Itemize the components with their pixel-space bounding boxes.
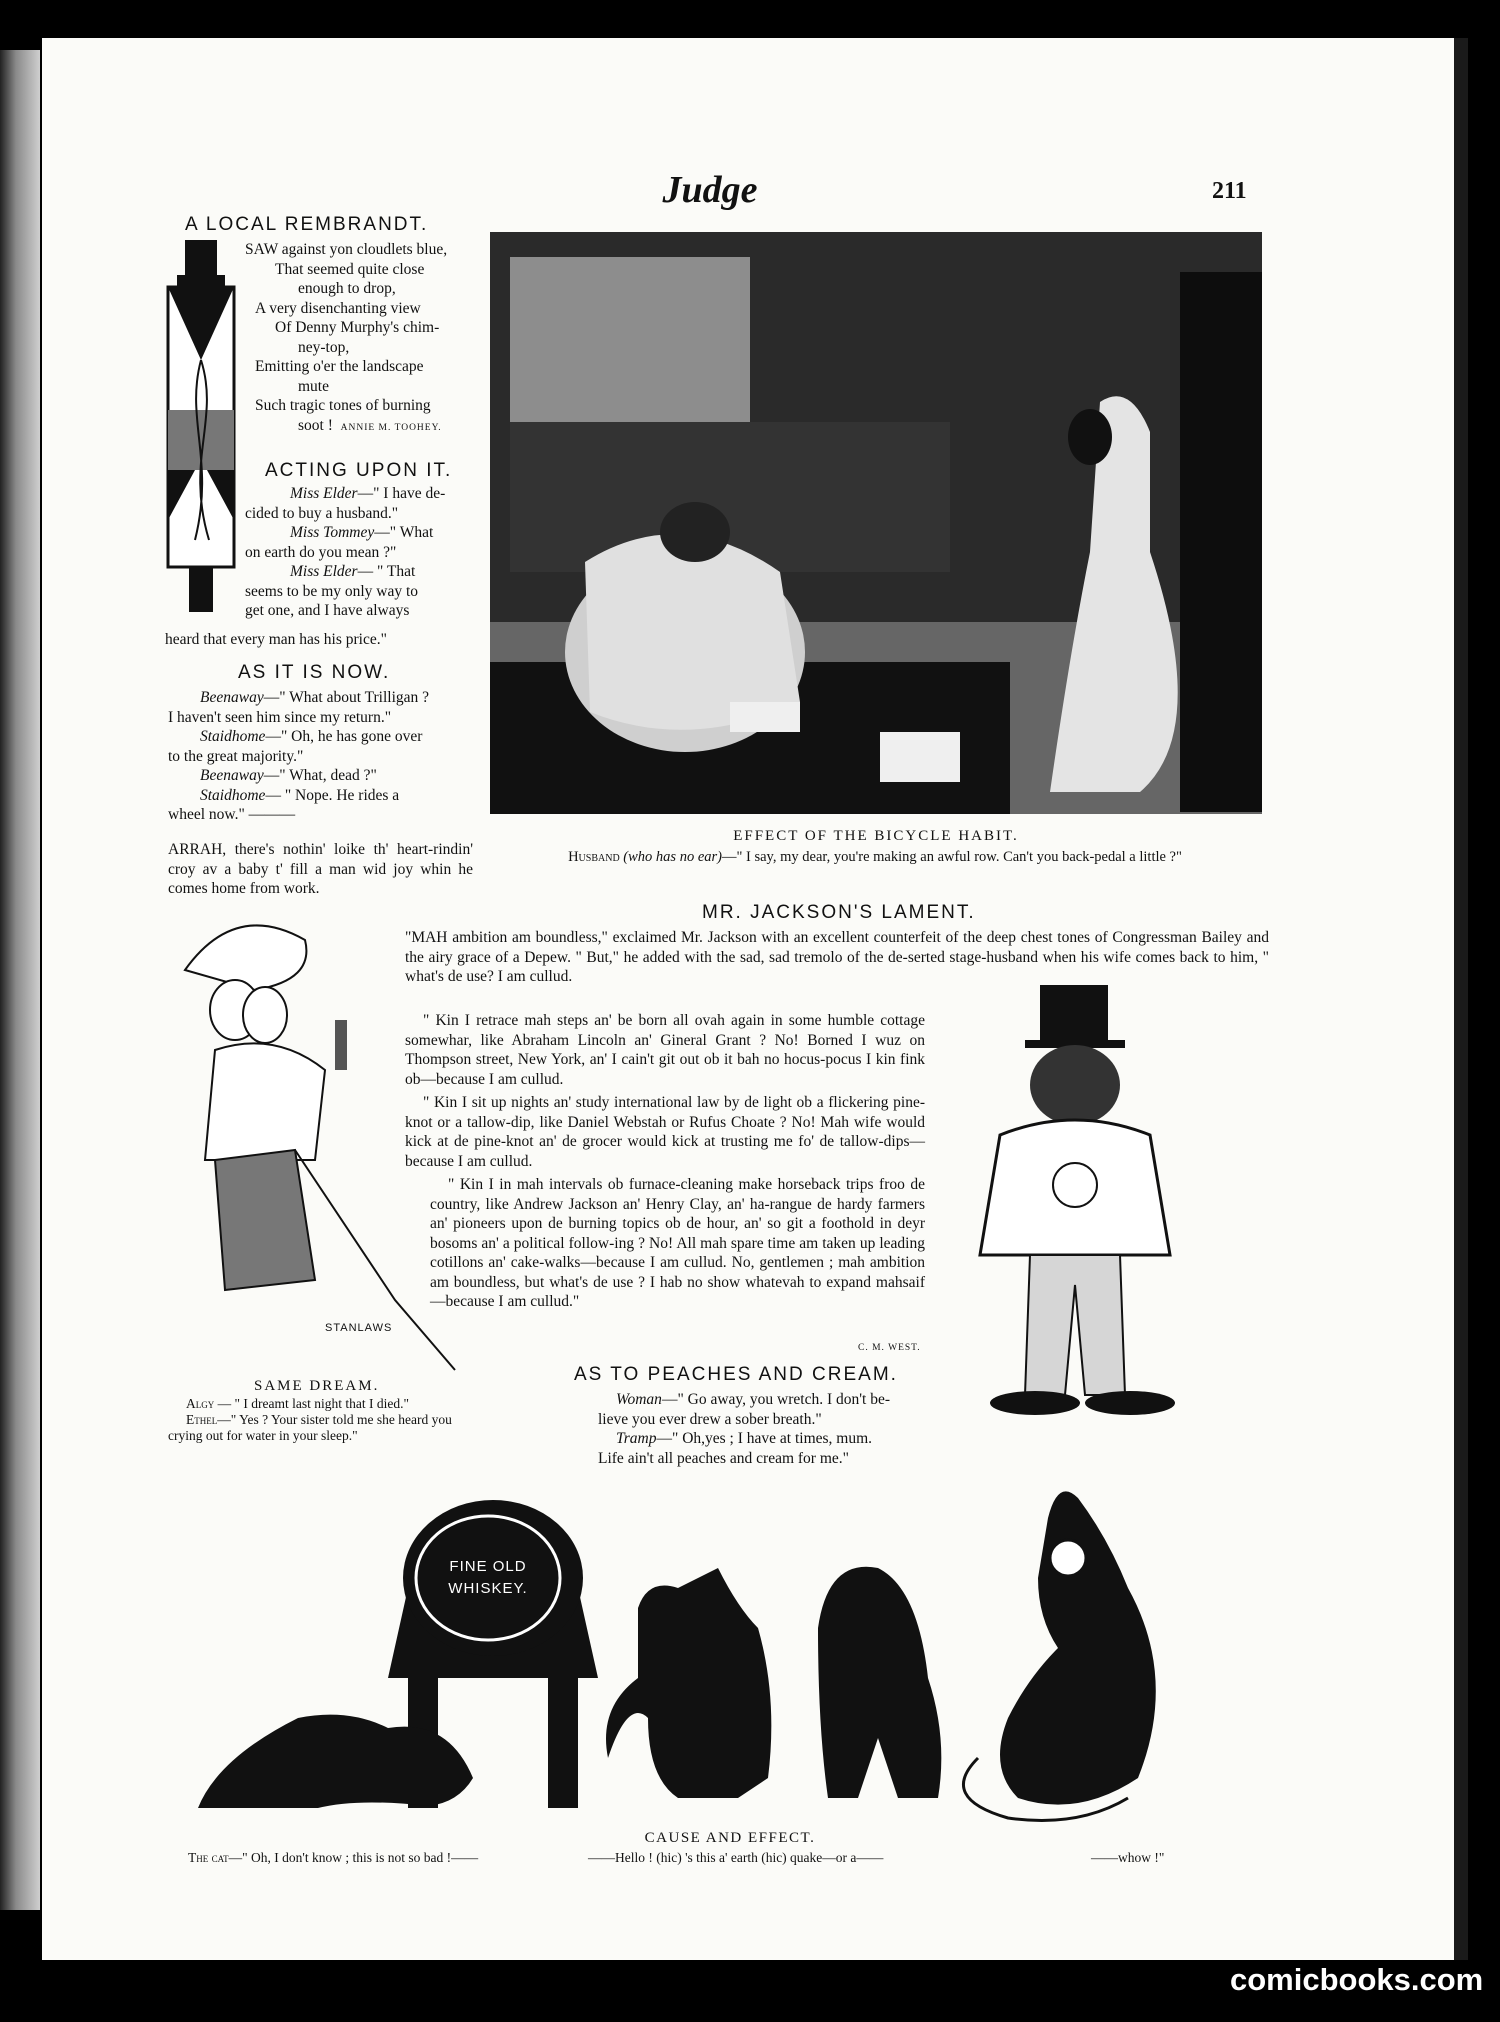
same-dream-text: Algy — " I dreamt last night that I died." Ethel—" Yes ? Your sister told me she heard you crying out for water in your sleep." (168, 1396, 452, 1443)
svg-text:WHISKEY.: WHISKEY. (448, 1580, 528, 1597)
poem-line: ney-top, (298, 338, 350, 356)
as-it-is-now-title: AS IT IS NOW. (238, 662, 391, 683)
bicycle-caption-title: EFFECT OF THE BICYCLE HABIT. (733, 828, 1019, 844)
svg-text:FINE OLD: FINE OLD (449, 1558, 527, 1575)
bicycle-habit-illustration (490, 232, 1262, 814)
poem-line: SAW against yon cloudlets blue, (245, 241, 448, 258)
same-dream-illustration (165, 900, 545, 1375)
jackson-paragraph-3: " Kin I sit up nights an' study international law by de light ob a flickering pine-knot or a tallow-dip, like Daniel Webstah or Rufus Choate ? No! Mah wife would kick at de pine-knot an' de grocer would kick at trusting me fo' de tallow-dips—because I am cullud. (405, 1094, 925, 1170)
peaches-title: AS TO PEACHES AND CREAM. (574, 1364, 898, 1385)
local-rembrandt-poem (245, 240, 467, 438)
site-watermark: comicbooks.com (1230, 1962, 1484, 1997)
poem-line: A very disenchanting view (255, 299, 421, 317)
cause-effect-caption: The cat—" Oh, I don't know ; this is not so bad !—— ——Hello ! (hic) 's this a' earth (hic) quake—or a—— ——whow !" (188, 1850, 1165, 1865)
jackson-paragraph-4: " Kin I in mah intervals ob furnace-cleaning make horseback trips froo de country, like Andrew Jackson an' Henry Clay, an' ha-rangue de hardy farmers an' pioneers upon de burning topics ob de hour, an' so git a foothold in deyr bosoms an' a political follow-ing ? No! All mah spare time am taken up leading cotillons an' cake-walks—because I am cullud. No, gentlemen ; mah ambition am boundless, but what's de use ? I hab no show whatevah to expand mahsaif—because I am cullud." (430, 1176, 925, 1310)
arrah-paragraph: ARRAH, there's nothin' loike th' heart-rindin' croy av a baby t' fill a man wid joy whin he comes home from work. (168, 841, 473, 897)
jackson-lament-title: MR. JACKSON'S LAMENT. (702, 902, 976, 923)
acting-upon-it-title: ACTING UPON IT. (265, 460, 453, 481)
artist-signature: STANLAWS (325, 1322, 393, 1334)
poem-line: That seemed quite close (275, 260, 425, 278)
poem-line: Of Denny Murphy's chim- (275, 319, 440, 336)
as-it-is-now-text: Beenaway—" What about Trilligan ? I haven't seen him since my return." Staidhome—" Oh, he has gone over to the great majority." Beenaway—" What, dead ?" Staidhome— " Nope. He rides a wheel now." ——— (168, 689, 430, 823)
jackson-author: C. M. WEST. (858, 1343, 921, 1353)
cause-and-effect-illustration (178, 1478, 1298, 1828)
masthead-logo (640, 164, 780, 216)
poem-author: ANNIE M. TOOHEY. (340, 422, 442, 433)
bicycle-caption-text: Husband (who has no ear)—" I say, my dear, you're making an awful row. Can't you back-pedal a little ?" (568, 849, 1182, 865)
same-dream-title: SAME DREAM. (254, 1378, 380, 1394)
svg-text:Judge: Judge (662, 169, 758, 211)
facing-page-edge (0, 50, 40, 1910)
poem-line: Emitting o'er the landscape (255, 358, 424, 375)
page-number: 211 (1212, 178, 1247, 204)
cause-effect-title: CAUSE AND EFFECT. (644, 1830, 816, 1846)
poem-line: mute (298, 377, 329, 395)
acting-upon-it-text: Miss Elder—" I have de- cided to buy a husband." Miss Tommey—" What on earth do you mean ?" Miss Elder— " That seems to be my only way to get one, and I have always (245, 485, 446, 619)
poem-line: Such tragic tones of burning (255, 397, 431, 414)
poem-line: enough to drop, (298, 280, 396, 297)
jackson-paragraph-2: " Kin I retrace mah steps an' be born all ovah again in some humble cottage somewhar, like Abraham Lincoln an' Gineral Grant ? No! Borned I wuz on Thompson street, New York, an' I cain't git out ob it bah no hocus-pocus I kin fink ob—because I am cullud. (405, 1012, 925, 1088)
decorative-vase-illustration (165, 240, 237, 615)
peaches-text: Woman—" Go away, you wretch. I don't be-lieve you ever drew a sober breath." Tramp—" Oh,yes ; I have at times, mum. Life ain't all peaches and cream for me." (598, 1391, 891, 1467)
local-rembrandt-title: A LOCAL REMBRANDT. (185, 214, 429, 235)
mr-jackson-illustration (940, 985, 1260, 1425)
jackson-paragraph-1: "MAH ambition am boundless," exclaimed Mr. Jackson with an excellent counterfeit of the deep chest tones of Congressman Bailey and the airy grace of a Depew. " But," he added with the sad, sad tremolo of the de-serted stage-husband when his wife comes back to him, " what's de use? I am cullud. (405, 929, 1269, 985)
page-spine-shadow (1454, 38, 1468, 1960)
acting-upon-it-last-line: heard that every man has his price." (165, 631, 387, 648)
poem-line: soot ! (298, 416, 333, 434)
